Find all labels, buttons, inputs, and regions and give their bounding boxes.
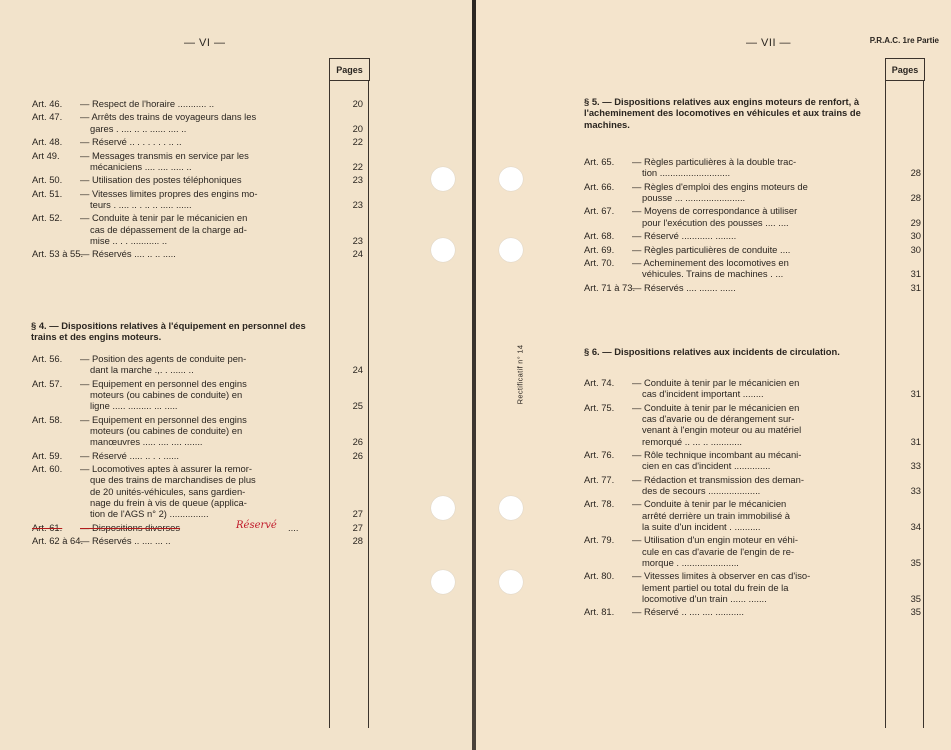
article-number: Art. 48. bbox=[32, 136, 63, 148]
toc-entry bbox=[32, 149, 363, 173]
article-title: mécaniciens .... .... ..... .. bbox=[90, 160, 192, 172]
page-number: 24 bbox=[352, 248, 363, 260]
article-number: Art. 50. bbox=[32, 174, 63, 186]
article-title: cas d'avarie ou de dérangement sur- bbox=[642, 412, 795, 424]
article-title: — Réservé ..... .. . . ...... bbox=[80, 449, 179, 461]
toc-entry bbox=[32, 535, 363, 547]
article-title: dant la marche .,. . ...... .. bbox=[90, 364, 194, 376]
article-title: — Utilisation des postes téléphoniques bbox=[80, 174, 242, 186]
toc-entry bbox=[32, 377, 363, 412]
right-folio: — VII — bbox=[746, 37, 792, 49]
page-number: 24 bbox=[352, 364, 363, 376]
toc-entry bbox=[32, 519, 363, 533]
article-number: Art. 58. bbox=[32, 413, 63, 425]
toc-entry bbox=[32, 136, 363, 148]
page-number: 30 bbox=[910, 230, 921, 242]
article-title: — Moyens de correspondance à utiliser bbox=[632, 205, 798, 217]
article-number: Art. 52. bbox=[32, 212, 63, 224]
page-number: 29 bbox=[910, 216, 921, 228]
article-title: lement partiel ou total du frein de la bbox=[642, 581, 789, 593]
toc-entry bbox=[32, 111, 363, 134]
article-title: nage du frein à vis de queue (applica- bbox=[90, 496, 247, 508]
article-title: que des trains de marchandises de plus bbox=[90, 474, 256, 486]
toc-entry bbox=[584, 180, 921, 204]
article-number: Art. 60. bbox=[32, 463, 63, 475]
article-title: — Conduite à tenir par le mécanicien bbox=[632, 498, 787, 510]
page-number: 30 bbox=[910, 243, 921, 255]
toc-entry bbox=[32, 174, 363, 186]
article-number: Art. 80. bbox=[584, 570, 615, 582]
article-title: la suite d'un incident . .......... bbox=[642, 520, 761, 532]
article-title: — Arrêts des trains de voyageurs dans les bbox=[80, 111, 257, 123]
toc-entry bbox=[584, 205, 921, 228]
binder-hole bbox=[499, 238, 523, 262]
article-title: — Messages transmis en service par les bbox=[80, 149, 249, 161]
article-title: — Rédaction et transmission des deman- bbox=[632, 473, 804, 485]
article-number: Art. 76. bbox=[584, 449, 615, 460]
article-title: pour l'exécution des pousses .... .... bbox=[642, 216, 789, 228]
article-title: gares . .... .. .. ...... .... .. bbox=[90, 122, 187, 134]
article-number: Art. 53 à 55. bbox=[32, 248, 84, 260]
article-title: — Règles particulières à la double trac- bbox=[632, 156, 797, 167]
margin-note: Rectificatif n° 14 bbox=[515, 344, 525, 405]
left-pages-header: Pages bbox=[329, 58, 370, 81]
article-number: Art. 65. bbox=[584, 156, 615, 167]
page-number: 33 bbox=[910, 484, 921, 496]
toc-entry bbox=[584, 377, 921, 400]
article-title: moteurs (ou cabines de conduite) en bbox=[90, 388, 243, 400]
article-title: — Conduite à tenir par le mécanicien en bbox=[632, 377, 800, 388]
page-number: 23 bbox=[352, 198, 363, 210]
page-number: 35 bbox=[910, 606, 921, 618]
article-title: — Utilisation d'un engin moteur en véhi- bbox=[632, 534, 798, 546]
article-number: Art. 47. bbox=[32, 111, 63, 123]
article-title: — Position des agents de conduite pen- bbox=[80, 353, 247, 364]
right-column-rule-right bbox=[923, 58, 924, 728]
article-title: véhicules. Trains de machines . ... bbox=[642, 268, 784, 280]
article-title: cas d'incident important ........ bbox=[642, 388, 764, 400]
toc-entry bbox=[584, 243, 921, 255]
page-number: 28 bbox=[910, 167, 921, 179]
toc-entry bbox=[32, 248, 363, 260]
article-title: — Réservé .. .... .... ........... bbox=[632, 606, 745, 618]
article-title: venant à l'engin moteur ou au matériel bbox=[642, 424, 802, 436]
toc-entry bbox=[32, 187, 363, 211]
binder-hole bbox=[499, 167, 523, 191]
page-number: 28 bbox=[910, 191, 921, 203]
article-title: — Equipement en personnel des engins bbox=[80, 377, 247, 389]
toc-entry bbox=[32, 449, 363, 461]
article-number: Art. 75. bbox=[584, 401, 615, 413]
article-title: — Réservés .... ....... ...... bbox=[632, 281, 736, 293]
leader-dots: .... bbox=[288, 521, 299, 533]
toc-entry bbox=[32, 353, 363, 376]
binder-hole bbox=[431, 570, 455, 594]
article-title: cule en cas d'avarie de l'engin de re- bbox=[642, 545, 795, 557]
page-number: 23 bbox=[352, 174, 363, 186]
toc-entry bbox=[584, 230, 921, 242]
toc-entry bbox=[584, 401, 921, 447]
article-title: — Locomotives aptes à assurer la remor- bbox=[80, 463, 252, 475]
article-title: tion ........................... bbox=[642, 167, 731, 179]
section-6-heading: § 6. — Dispositions relatives aux incidents de circulation. bbox=[584, 346, 840, 357]
article-title: — Conduite à tenir par le mécanicien en bbox=[632, 401, 800, 413]
article-title: arrêté derrière un train immobilisé à bbox=[642, 509, 790, 521]
article-title: — Rôle technique incombant au mécani- bbox=[632, 449, 802, 460]
article-title: — Dispositions diverses bbox=[80, 521, 181, 533]
toc-entry bbox=[584, 606, 921, 618]
page-number: 26 bbox=[352, 449, 363, 461]
article-title: — Réservé .. . . . . . . .. .. bbox=[80, 136, 182, 148]
binder-hole bbox=[431, 496, 455, 520]
toc-entry bbox=[584, 570, 921, 604]
article-title: morque . ...................... bbox=[642, 556, 739, 568]
article-title: — Réservés .. .... ... .. bbox=[80, 535, 171, 547]
toc-entry bbox=[584, 473, 921, 497]
page-number: 25 bbox=[352, 400, 363, 412]
page-number: 27 bbox=[352, 521, 363, 533]
article-title: — Conduite à tenir par le mécanicien en bbox=[80, 212, 248, 224]
article-title: cas de dépassement de la charge ad- bbox=[90, 223, 247, 235]
binder-hole bbox=[431, 238, 455, 262]
toc-entry bbox=[584, 256, 921, 280]
article-number: Art. 62 à 64. bbox=[32, 535, 84, 547]
article-title: cien en cas d'incident .............. bbox=[642, 460, 771, 472]
toc-entry bbox=[32, 413, 363, 448]
page-number: 23 bbox=[352, 234, 363, 246]
right-pages-header: Pages bbox=[885, 58, 925, 81]
handwritten-correction: Réservé bbox=[236, 519, 277, 531]
article-title: — Règles particulières de conduite .... bbox=[632, 243, 791, 255]
article-title: mise .. . . ........... .. bbox=[90, 234, 168, 246]
article-title: pousse ... ....................... bbox=[642, 191, 746, 203]
page-number: 31 bbox=[910, 268, 921, 280]
article-number: Art. 59. bbox=[32, 449, 63, 461]
binder-hole bbox=[499, 570, 523, 594]
toc-entry bbox=[584, 449, 921, 472]
article-number: Art. 67. bbox=[584, 205, 615, 217]
article-title: — Vitesses limites propres des engins mo- bbox=[80, 187, 258, 199]
article-title: ligne ..... ......... ... ..... bbox=[90, 400, 178, 412]
page-number: 31 bbox=[910, 388, 921, 400]
article-number: Art. 66. bbox=[584, 180, 615, 192]
article-title: — Acheminement des locomotives en bbox=[632, 256, 789, 268]
toc-entry bbox=[584, 498, 921, 532]
toc-entry bbox=[32, 98, 363, 109]
article-number: Art. 46. bbox=[32, 98, 63, 109]
article-title: — Réservés .... .. .. ..... bbox=[80, 248, 176, 260]
article-number: Art. 61. bbox=[32, 521, 63, 533]
article-title: locomotive d'un train ...... ....... bbox=[642, 592, 767, 604]
article-title: des de secours .................... bbox=[642, 484, 761, 496]
article-title: — Règles d'emploi des engins moteurs de bbox=[632, 180, 808, 192]
article-number: Art. 69. bbox=[584, 243, 615, 255]
section-5-heading: § 5. — Dispositions relatives aux engins moteurs de renfort, à l'acheminement des locomotives en véhicules et aux trains de machines. bbox=[584, 96, 861, 130]
toc-entry bbox=[584, 534, 921, 568]
article-title: — Respect de l'horaire ........... .. bbox=[80, 98, 215, 109]
article-number: Art. 79. bbox=[584, 534, 615, 546]
page-number: 34 bbox=[910, 520, 921, 532]
article-number: Art. 68. bbox=[584, 230, 615, 242]
page-number: 35 bbox=[910, 592, 921, 604]
article-title: — Réservé ............ ........ bbox=[632, 230, 737, 242]
page-number: 20 bbox=[352, 98, 363, 109]
page-number: 28 bbox=[352, 535, 363, 547]
right-page bbox=[476, 0, 951, 750]
section-4-heading: § 4. — Dispositions relatives à l'équipement en personnel des trains et des engins moteurs. bbox=[31, 320, 306, 343]
binder-hole bbox=[431, 167, 455, 191]
toc-entry bbox=[32, 212, 363, 246]
article-number: Art. 70. bbox=[584, 256, 615, 268]
series-label: P.R.A.C. 1re Partie bbox=[869, 36, 939, 45]
article-number: Art. 57. bbox=[32, 377, 63, 389]
article-number: Art. 74. bbox=[584, 377, 615, 388]
page-number: 20 bbox=[352, 122, 363, 134]
page-number: 27 bbox=[352, 508, 363, 520]
page-number: 31 bbox=[910, 435, 921, 447]
left-page bbox=[0, 0, 472, 750]
article-number: Art. 78. bbox=[584, 498, 615, 510]
page-number: 35 bbox=[910, 556, 921, 568]
article-number: Art 49. bbox=[32, 149, 60, 161]
binder-hole bbox=[499, 496, 523, 520]
article-number: Art. 56. bbox=[32, 353, 63, 364]
article-number: Art. 77. bbox=[584, 473, 615, 485]
page-number: 22 bbox=[352, 136, 363, 148]
toc-entry bbox=[584, 281, 921, 293]
page-number: 31 bbox=[910, 281, 921, 293]
toc-entry bbox=[584, 156, 921, 179]
article-title: tion de l'AGS n° 2) ............... bbox=[90, 508, 209, 520]
toc-entry bbox=[32, 463, 363, 520]
article-title: — Vitesses limites à observer en cas d'iso- bbox=[632, 570, 811, 582]
article-title: remorqué .. ... .. ............ bbox=[642, 435, 743, 447]
page-number: 33 bbox=[910, 460, 921, 472]
article-title: de 20 unités-véhicules, sans gardien- bbox=[90, 485, 246, 497]
left-folio: — VI — bbox=[184, 37, 226, 49]
article-title: — Equipement en personnel des engins bbox=[80, 413, 247, 425]
article-number: Art. 71 à 73. bbox=[584, 281, 636, 293]
page-number: 26 bbox=[352, 436, 363, 448]
article-title: moteurs (ou cabines de conduite) en bbox=[90, 424, 243, 436]
article-number: Art. 81. bbox=[584, 606, 615, 618]
page-number: 22 bbox=[352, 160, 363, 172]
left-column-rule-right bbox=[368, 58, 369, 728]
article-number: Art. 51. bbox=[32, 187, 63, 199]
article-title: teurs . .... .. . .. .. ..... ...... bbox=[90, 198, 192, 210]
right-column-rule bbox=[885, 58, 886, 728]
article-title: manœuvres ..... .... .... ....... bbox=[90, 436, 203, 448]
